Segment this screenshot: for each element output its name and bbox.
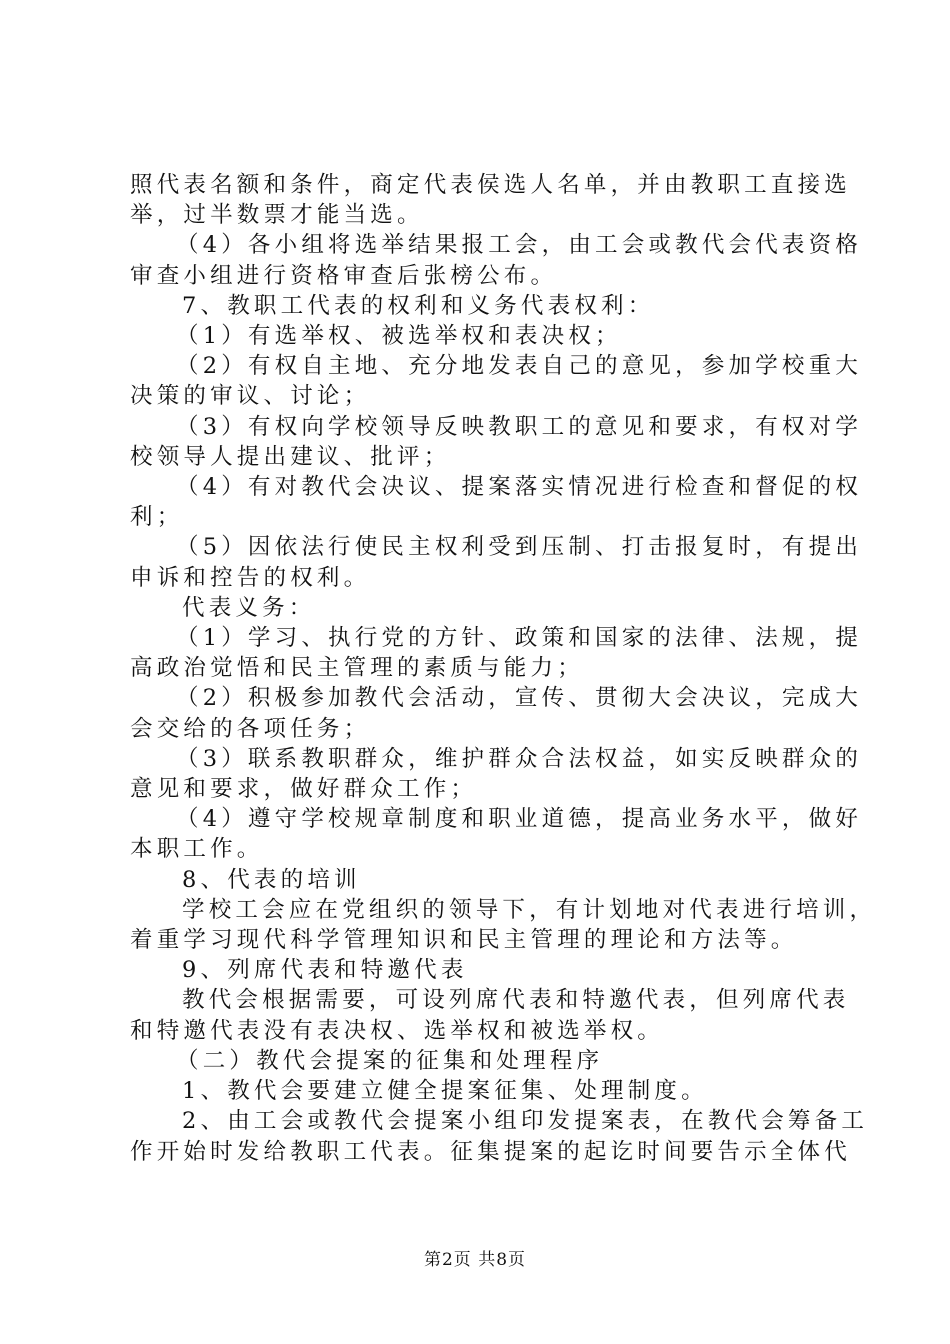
line: 举，过半数票才能当选。 bbox=[130, 202, 424, 229]
line: 决策的审议、讨论； bbox=[130, 383, 371, 410]
line: （3）联系教职群众，维护群众合法权益，如实反映群众的 bbox=[176, 745, 863, 772]
line: 着重学习现代科学管理知识和民主管理的理论和方法等。 bbox=[130, 927, 798, 954]
document-body bbox=[130, 170, 877, 1167]
line: 1、教代会要建立健全提案征集、处理制度。 bbox=[182, 1078, 708, 1105]
paragraph-duty-1 bbox=[130, 623, 863, 683]
line: 会交给的各项任务； bbox=[130, 715, 371, 742]
line: （5）因依法行使民主权利受到压制、打击报复时，有提出 bbox=[176, 534, 863, 561]
line: 8、代表的培训 bbox=[182, 866, 361, 893]
line: 审查小组进行资格审查后张榜公布。 bbox=[130, 262, 558, 289]
section-heading-9 bbox=[130, 955, 830, 985]
paragraph-1 bbox=[130, 170, 851, 230]
section-heading-7 bbox=[130, 291, 830, 321]
section-heading-proposals bbox=[130, 1046, 830, 1076]
paragraph-proposal-1 bbox=[130, 1076, 830, 1106]
paragraph-duty-2 bbox=[130, 683, 863, 743]
line: 教代会根据需要，可设列席代表和特邀代表，但列席代表 bbox=[182, 987, 850, 1014]
line: 照代表名额和条件，商定代表侯选人名单，并由教职工直接选 bbox=[130, 172, 851, 198]
section-heading-8 bbox=[130, 865, 830, 895]
paragraph-right-1 bbox=[130, 321, 830, 351]
line: （4）各小组将选举结果报工会，由工会或教代会代表资格 bbox=[176, 232, 863, 259]
line: （1）有选举权、被选举权和表决权； bbox=[176, 323, 622, 350]
paragraph-right-3 bbox=[130, 412, 863, 472]
line: 本职工作。 bbox=[130, 836, 264, 863]
line: （2）积极参加教代会活动，宣传、贯彻大会决议，完成大 bbox=[176, 685, 863, 712]
paragraph-right-5 bbox=[130, 532, 863, 592]
line: （1）学习、执行党的方针、政策和国家的法律、法规，提 bbox=[176, 625, 863, 652]
paragraph-training bbox=[130, 895, 877, 955]
paragraph-right-2 bbox=[130, 351, 863, 411]
line: 高政治觉悟和民主管理的素质与能力； bbox=[130, 655, 584, 682]
paragraph-right-4 bbox=[130, 472, 863, 532]
line: （3）有权向学校领导反映教职工的意见和要求，有权对学 bbox=[176, 413, 863, 440]
line: 意见和要求，做好群众工作； bbox=[130, 776, 478, 803]
line: 9、列席代表和特邀代表 bbox=[182, 957, 468, 984]
line: （4）遵守学校规章制度和职业道德，提高业务水平，做好 bbox=[176, 806, 863, 833]
line: 申诉和控告的权利。 bbox=[130, 564, 371, 591]
line: 利； bbox=[130, 504, 184, 531]
line: 学校工会应在党组织的领导下，有计划地对代表进行培训， bbox=[182, 896, 877, 923]
paragraph-duty-3 bbox=[130, 744, 863, 804]
page-number-label: 第2页 共8页 bbox=[423, 1250, 527, 1270]
page-footer bbox=[0, 1245, 950, 1270]
paragraph-2 bbox=[130, 230, 863, 290]
paragraph-proposal-2 bbox=[130, 1106, 869, 1166]
paragraph-duty-4 bbox=[130, 804, 863, 864]
line: 作开始时发给教职工代表。征集提案的起讫时间要告示全体代 bbox=[130, 1138, 851, 1165]
paragraph-observers bbox=[130, 985, 850, 1045]
line: 代表义务： bbox=[182, 594, 316, 621]
line: 和特邀代表没有表决权、选举权和被选举权。 bbox=[130, 1017, 665, 1044]
line: （2）有权自主地、充分地发表自己的意见，参加学校重大 bbox=[176, 353, 863, 380]
line: 校领导人提出建议、批评； bbox=[130, 443, 451, 470]
line: 2、由工会或教代会提案小组印发提案表，在教代会筹备工 bbox=[182, 1108, 869, 1135]
duties-heading bbox=[130, 593, 830, 623]
line: 7、教职工代表的权利和义务代表权利： bbox=[182, 292, 655, 319]
line: （4）有对教代会决议、提案落实情况进行检查和督促的权 bbox=[176, 474, 863, 501]
line: （二）教代会提案的征集和处理程序 bbox=[176, 1047, 604, 1074]
